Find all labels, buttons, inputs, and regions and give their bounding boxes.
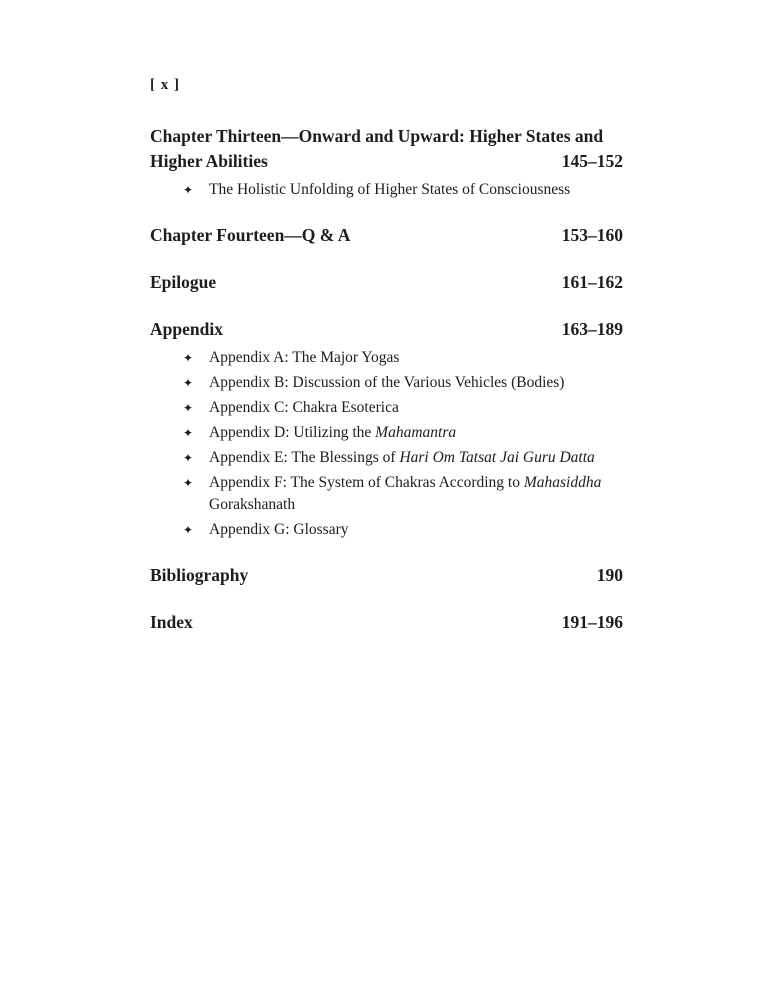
- toc-entry-title: Chapter Thirteen—Onward and Upward: Higher States and Higher Abilities: [150, 126, 604, 171]
- four-pointed-star-bullet-icon: ✦: [183, 376, 194, 390]
- toc-subitem: [150, 397, 623, 419]
- toc-entry: [150, 610, 623, 635]
- italic-term: Hari Om Tatsat Jai Guru Datta: [399, 449, 595, 466]
- toc-subitem: [150, 347, 623, 369]
- toc-subitem-text: [209, 347, 623, 369]
- toc-subitem-text: [209, 447, 623, 469]
- toc-entry-page-range: 190: [597, 563, 623, 588]
- four-pointed-star-bullet-icon: ✦: [183, 426, 194, 440]
- toc-subitems: [150, 347, 623, 541]
- toc-entry-heading: [150, 223, 623, 248]
- toc-entry-page-range: 153–160: [562, 223, 623, 248]
- toc-entry-page-range: 161–162: [562, 270, 623, 295]
- plain-text: Appendix C: Chakra Esoterica: [209, 399, 399, 416]
- toc-subitem-text: [209, 519, 623, 541]
- toc-subitem-text: [209, 472, 623, 516]
- plain-text: The Holistic Unfolding of Higher States of Consciousness: [209, 181, 571, 198]
- plain-text: Gorakshanath: [209, 496, 296, 513]
- toc-entry: [150, 563, 623, 588]
- plain-text: Appendix F: The System of Chakras According to: [209, 474, 524, 491]
- italic-term: Mahasiddha: [523, 474, 602, 491]
- toc-entry-title: Appendix: [150, 319, 223, 339]
- four-pointed-star-bullet-icon: ✦: [183, 401, 194, 415]
- four-pointed-star-bullet-icon: ✦: [183, 183, 194, 197]
- toc-entry-heading: [150, 317, 623, 342]
- plain-text: Appendix A: The Major Yogas: [209, 349, 400, 366]
- toc-entry-heading: [150, 610, 623, 635]
- toc-subitem: [150, 519, 623, 541]
- italic-term: Mahamantra: [375, 424, 457, 441]
- four-pointed-star-bullet-icon: ✦: [183, 523, 194, 537]
- toc-entry-title: Chapter Fourteen—Q & A: [150, 225, 351, 245]
- plain-text: Appendix B: Discussion of the Various Vehicles (Bodies): [209, 374, 565, 391]
- toc-entry-heading: [150, 563, 623, 588]
- toc-entry: [150, 223, 623, 248]
- toc-entry-heading: [150, 270, 623, 295]
- toc-subitem-text: [209, 422, 623, 444]
- four-pointed-star-bullet-icon: ✦: [183, 476, 194, 490]
- toc-entry-title: Bibliography: [150, 565, 249, 585]
- page-folio: [ x ]: [150, 77, 180, 93]
- toc-subitem: [150, 447, 623, 469]
- toc-entry-page-range: 191–196: [562, 610, 623, 635]
- toc-subitem-text: [209, 179, 623, 201]
- table-of-contents: [150, 124, 623, 635]
- plain-text: Appendix G: Glossary: [209, 521, 349, 538]
- toc-entry: [150, 317, 623, 541]
- toc-entry: [150, 124, 623, 201]
- toc-entry-page-range: 163–189: [562, 317, 623, 342]
- toc-subitem: [150, 422, 623, 444]
- toc-entry-page-range: 145–152: [562, 149, 623, 174]
- toc-entry: [150, 270, 623, 295]
- four-pointed-star-bullet-icon: ✦: [183, 451, 194, 465]
- toc-subitem: [150, 179, 623, 201]
- plain-text: Appendix D: Utilizing the: [209, 424, 376, 441]
- toc-subitem-text: [209, 397, 623, 419]
- plain-text: Appendix E: The Blessings of: [209, 449, 400, 466]
- toc-entry-title: Epilogue: [150, 272, 217, 292]
- toc-entry-title: Index: [150, 612, 193, 632]
- toc-subitem: [150, 472, 623, 516]
- toc-subitem-text: [209, 372, 623, 394]
- toc-subitems: [150, 179, 623, 201]
- toc-entry-heading: [150, 124, 623, 174]
- toc-subitem: [150, 372, 623, 394]
- four-pointed-star-bullet-icon: ✦: [183, 351, 194, 365]
